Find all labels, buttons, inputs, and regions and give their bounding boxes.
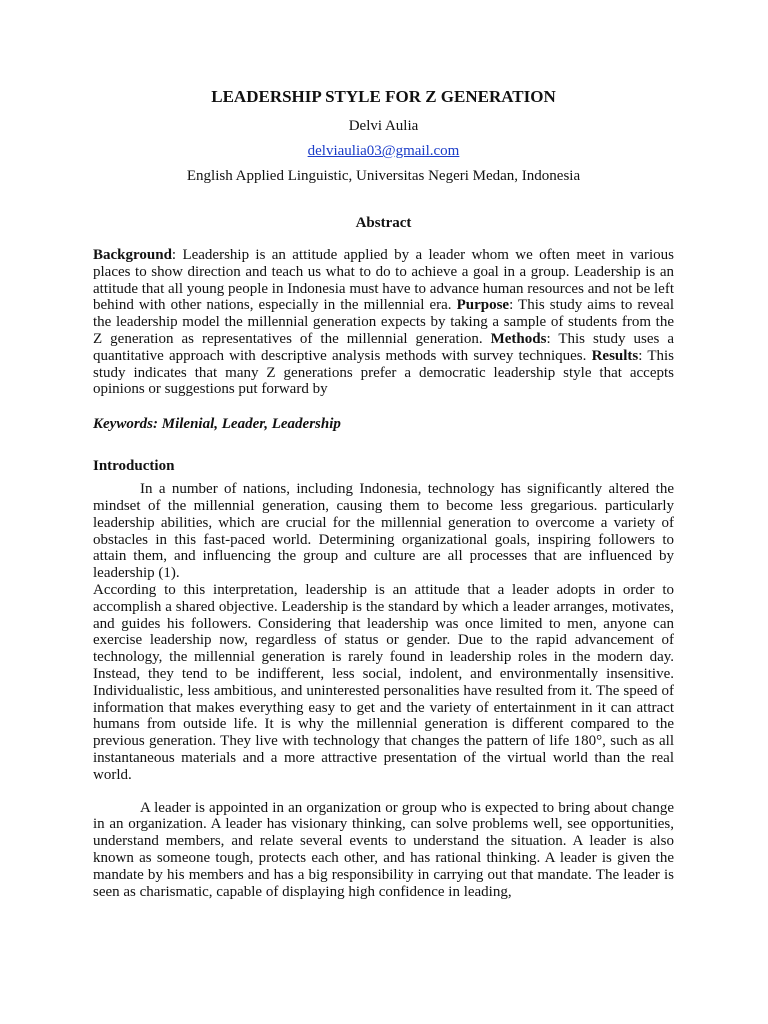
abstract-background-label: Background	[93, 247, 172, 263]
abstract-purpose-label: Purpose	[456, 297, 510, 314]
author-email-link[interactable]: delviaulia03@gmail.com	[307, 143, 460, 159]
introduction-paragraph-2: According to this interpretation, leadership is an attitude that a leader adopts in order to accomplish a shared objective. Leadership is the standard by which a leader arranges, motivates, and guides his followers. Considering that leadership was once limited to men, anyone can exercise leadership now, regardless of status or gender. Due to the rapid advancement of technology, the millennial generation is rarely found in leadership roles in the modern day. Instead, they tend to be indifferent, less social, indolent, and environmentally insensitive. Individualistic, less ambitious, and uninterested personalities have resulted from it. The speed of information that makes everything easy to get and the variety of entertainment in it can attract humans from outside life. It is why the millennial generation is different compared to the previous generation. They live with technology that changes the pattern of life 180°, such as all instantaneous materials and a more attractive presentation of the virtual world than the real world.	[93, 581, 674, 783]
introduction-paragraph-1: In a number of nations, including Indonesia, technology has significantly altered the mindset of the millennial generation, causing them to become less gregarious. particularly leadership abilities, which are crucial for the millennial generation to overcome a variety of obstacles in this fast-paced world. Determining organizational goals, inspiring followers to attain them, and influencing the group and culture are all processes that are influenced by leadership (1).	[93, 481, 674, 582]
abstract-heading: Abstract	[355, 215, 412, 231]
introduction-paragraph-3: A leader is appointed in an organization or group who is expected to bring about change in an organization. A leader has visionary thinking, can solve problems well, see opportunities, understand members, and relate several events to understand the situation. A leader is also known as someone tough, protects each other, and has rational thinking. A leader is given the mandate by his members and has a big responsibility in carrying out that mandate. The leader is seen as charismatic, capable of displaying high confidence in leading,	[93, 799, 674, 900]
paper-title: LEADERSHIP STYLE FOR Z GENERATION	[211, 87, 556, 106]
paper-page	[93, 84, 674, 900]
abstract-results-label: Results	[591, 347, 639, 364]
abstract-methods-label: Methods	[490, 330, 547, 347]
email-row	[93, 141, 674, 161]
keywords-line: Keywords: Milenial, Leader, Leadership	[93, 416, 341, 433]
abstract-results-text: : This study indicates that many Z generations prefer a democratic leadership style that accepts opinions or suggestions put forward by	[93, 347, 674, 398]
abstract-background-text: : Leadership is an attitude applied by a leader whom we often meet in various places to show direction and teach us what to do to achieve a goal in a group. Leadership is an attitude that all young people in Indonesia must have to advance human resources and not be left behind with other nations, especially in the millennial era.	[93, 247, 674, 314]
introduction-heading: Introduction	[93, 458, 175, 475]
abstract-purpose-text: : This study aims to reveal the leadership model the millennial generation expects by taking a sample of students from the Z generation as representatives of the millennial generation.	[93, 297, 674, 347]
author-affiliation: English Applied Linguistic, Universitas Negeri Medan, Indonesia	[186, 168, 581, 184]
abstract-methods-text: : This study uses a quantitative approach with descriptive analysis methods with survey techniques.	[93, 330, 674, 364]
abstract-body	[93, 247, 674, 398]
author-name: Delvi Aulia	[348, 118, 419, 134]
